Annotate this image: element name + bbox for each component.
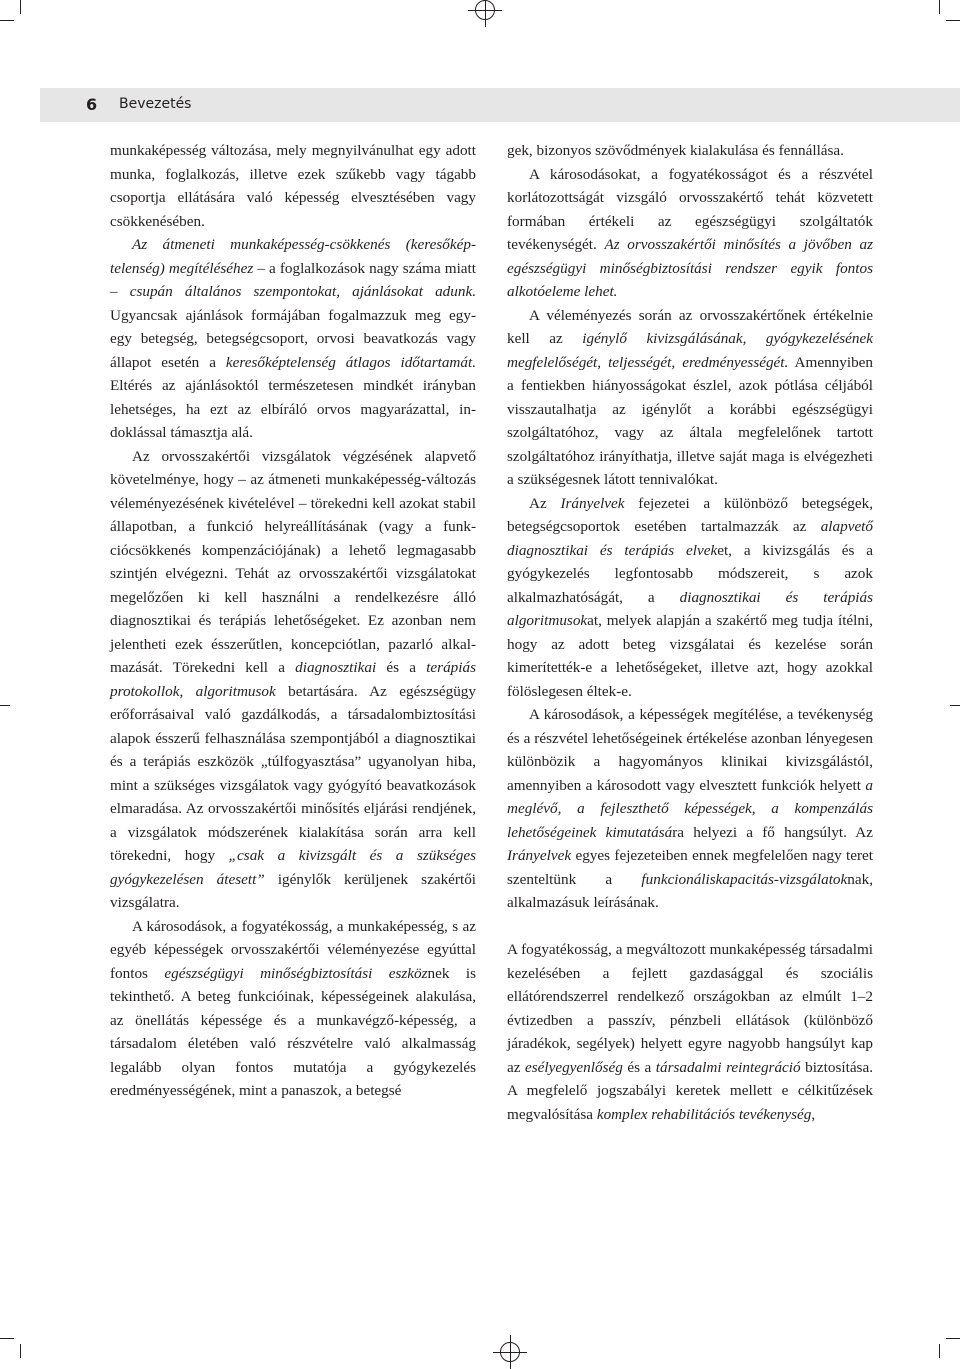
body-text: betartására. Az egészségügy erőforrásaival való gazdálkodás, a társadalombiztosítási alapok ésszerű felhasználása szempontjából a diagnosztikai és a terápiás eszközök „túlfogyasztása” ugyanolyan hiba, mint a szükséges vizsgálatok vagy gyógyító beavatkozások elmaradása. Az orvosszakértői minősítés eljárási rendjének, a vizsgálatok módszerének kialakítása során arra kell törekedni, hogy [110,682,476,864]
paragraph [110,445,476,915]
body-text: ra helyezi a fő hangsúlyt. Az [672,823,873,841]
body-text: A károsodásokat, a fogyatékosságot és a részvétel korlátozottságát vizsgáló orvosszakértő tehát közvetett formában értékeli az egészségügyi szolgáltatók tevékenységét. [507,165,873,253]
paragraph [507,304,873,492]
emphasis-text: esélyegyenlőség [525,1058,623,1076]
emphasis-text: diagnosztikai és terápiás algoritmusok [507,588,874,629]
body-text: A károsodások, a fogyatékosság, a munkaképesség, s az egyéb képességek orvosszakértői véleményezése egyúttal fontos [110,917,476,982]
body-text: , [811,1105,816,1123]
body-text: Eltérés az ajánlásoktól természetesen mindkét irányban lehetséges, ha ezt az elbíráló orvos magyarázattal, indoklással támasztja alá. [110,377,476,441]
paragraph [110,139,476,233]
page-number: 6 [86,95,98,114]
emphasis-text: társadalmi reintegráció [655,1058,801,1076]
crop-mark-top-left-v [20,0,21,14]
left-text-column [110,139,476,1103]
body-text: at, melyek alapján a szakértő meg tudja ítélni, hogy az adott beteg vizsgálatai és kezelése során kimerítették-e a lehetőségeket, illetve azt, hogy azokkal fölöslegesen éltek-e. [507,612,873,700]
body-text: A véleményezés során az orvosszakértőnek értékelnie kell az [507,306,873,347]
crop-mark-bottom-right-v [939,1344,940,1358]
paragraph [110,915,476,1103]
body-text: et, a kivizsgálás és a gyógykezelés legfontosabb módszereit, s azok alkalmazhatóságát, a [507,541,874,606]
body-text: egyes fejezeteiben ennek megfelelően nagy teret szenteltünk a [507,847,873,888]
emphasis-text: Az átmeneti munkaképesség-csökkenés (keresőképtelenség) megítéléséhez [110,236,476,277]
registration-mark-top [475,0,495,20]
body-text: biztosítása. A megfelelő jogszabályi keretek mellett e célkitűzések megvalósítása [507,1058,874,1123]
body-text: nek is tekinthető. A beteg funkcióinak, képességeinek alakulása, az önellátás képessége és a munkavégző-képesség, a társadalom életében való részvételre való alkalmasság legalább olyan fontos mutatója a gyógykezelés eredményességének, mint a panaszok, a betegsé [110,964,477,1099]
emphasis-text: Irányelvek [507,847,572,864]
crop-mark-top-right-v [939,0,940,14]
body-text: Az orvosszakértői vizsgálatok végzésének alapvető követelménye, hogy – az átmeneti munkaképesség-változás véleményezésének kivételével – törekedni kell azokat stabil állapotban, a funkció helyreállításának (vagy a funkciócsökkenés kompenzációjának) a lehető legmagasabb szintjén elvégezni. Tehát az orvosszakértői vizsgálatokat megelőzően ki kell használni a rendelkezésre álló diagnosztikai és terápiás lehetőségeket. Ez azonban nem jelentheti ezek ésszerűtlen, koncepciótlan, pazarló alkalmazását. Törekedni kell a [110,447,476,676]
body-text: és a [622,1058,656,1076]
right-text-column [507,139,873,1126]
body-text: A károsodások, a képességek megítélése, a tevékenység és a részvétel lehetőségeinek értékelése azonban lényegesen különbözik a hagyományos klinikai kivizsgálástól, amennyiben a károsodott vagy elvesztett funkciók helyett [507,706,873,794]
crop-mark-bottom-left [0,1338,14,1339]
emphasis-text: terápiás protokollok, algoritmusok [110,659,476,700]
body-text: – a foglalkozások nagy száma miatt – [110,259,476,300]
body-text: igénylők kerüljenek szakértői vizsgálatra. [110,870,477,911]
body-text: gek, bizonyos szövődmények kialakulása és fennállása. [507,142,844,159]
emphasis-text: alapvető diagnosztikai és terápiás elvek [507,518,873,559]
emphasis-text: igénylő kivizsgálásának, gyógykezelésének megfelelőségét, teljességét, eredményességét. [507,330,873,371]
body-text: A fogyatékosság, a megváltozott munkaképesség társadalmi kezelésében a fejlett gazdasággal és szociális ellátórendszerrel rendelkező országokban az elmúlt 1–2 évtizedben a passzív, pénzbeli ellátások (különböző járadékok, segélyek) helyett egyre nagyobb hangsúlyt kap az [507,941,873,1076]
crop-mark-top-right [946,20,960,21]
emphasis-text: funkcionáliskapacitás-vizsgálatok [641,870,848,888]
emphasis-text: Irányelvek [560,494,625,512]
paragraph [507,703,873,915]
paragraph [507,139,873,163]
body-text: Az [529,494,561,512]
crop-mark-bottom-left-v [20,1344,21,1358]
emphasis-text: a meglévő, a fejleszthető képességek, a kompenzálás lehetőségeinek kimutatásá [507,776,873,841]
registration-mark-bottom [500,1342,520,1362]
emphasis-text: komplex rehabilitációs tevékenység [596,1105,812,1123]
body-text: és a [376,659,427,676]
emphasis-text: Az orvosszakértői minősítés a jövőben az egészségügyi minőségbiztosítási rendszer egyik fontos alkotóeleme lehet. [507,236,873,300]
body-text: munkaképesség változása, mely megnyilvánulhat egy adott munka, foglalkozás, illetve ezek szűkebb vagy tágabb csoportja ellátására való képesség elvesztésében vagy csökkenésében. [110,142,476,230]
emphasis-text: „csak a kivizsgált és a szükséges gyógykezelésen átesett” [110,847,476,888]
emphasis-text: keresőképtelenség átlagos időtartamát. [225,353,477,371]
body-text: fejezetei a különböző betegségek, betegségcsoportok esetében tartalmazzák az [507,494,873,535]
crop-mark-bottom-right [946,1338,960,1339]
paragraph [110,233,476,445]
body-text: Amennyiben a fentiekben hiányosságokat észlel, azok pótlása céljából visszautalhatja az igénylőt a korábbi egészségügyi szolgáltatóhoz, vagy az általa megfelelőnek tartott szolgáltatóhoz irányíthatja, illetve saját maga is elvégezheti a szükségesnek látott tennivalókat. [507,353,873,488]
body-text: nak, alkalmazásuk leírásának. [507,870,873,911]
body-text: Ugyancsak ajánlások formájában fogalmazzuk meg egy-egy betegség, betegségcsoport, orvosi beavatkozás vagy állapot esetén a [110,306,476,371]
emphasis-text: csupán általános szempontokat, ajánlásokat adunk. [129,283,477,300]
crop-mark-mid-left [0,705,10,706]
paragraph [507,938,873,1126]
emphasis-text: diagnosztikai [295,659,377,676]
paragraph [507,163,873,304]
emphasis-text: egészségügyi minőségbiztosítási eszköz [164,964,428,982]
paragraph [507,492,873,704]
crop-mark-top-left [0,20,14,21]
crop-mark-mid-right [950,705,960,706]
section-title: Bevezetés [119,96,192,112]
